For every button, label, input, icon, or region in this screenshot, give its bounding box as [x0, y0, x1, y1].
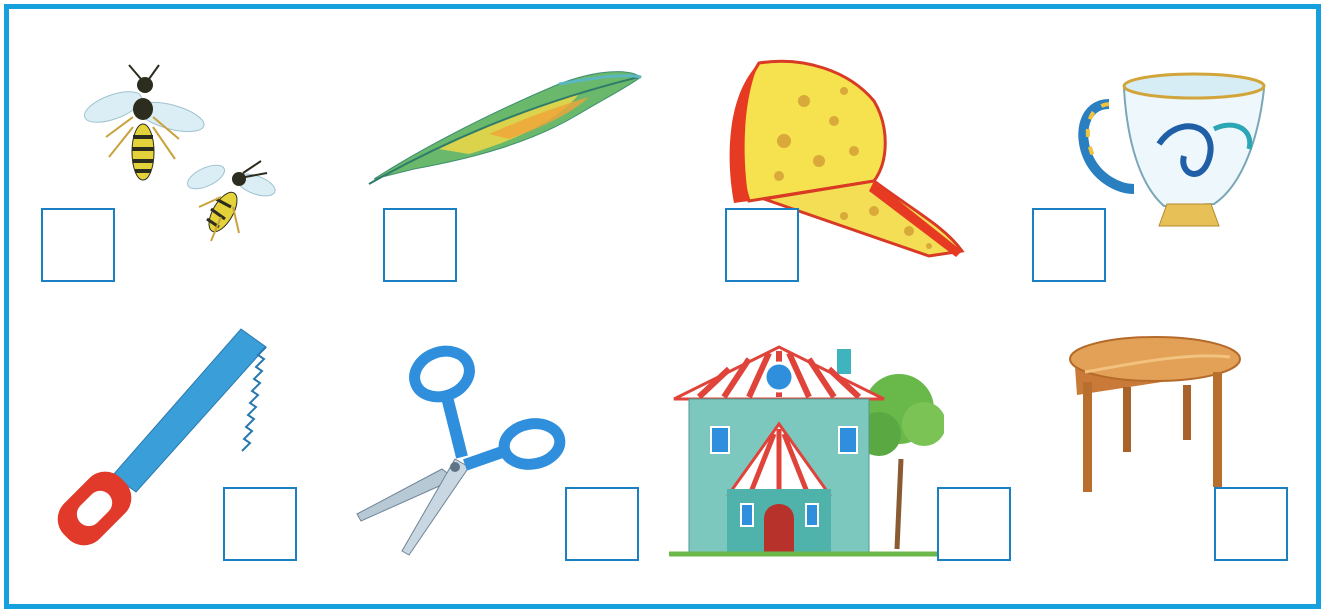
- house-icon: [669, 339, 944, 561]
- feather-icon: [359, 49, 649, 199]
- answer-box-house[interactable]: [937, 487, 1011, 561]
- answer-box-saw[interactable]: [223, 487, 297, 561]
- table-icon: [1065, 327, 1255, 497]
- scissors-icon: [347, 339, 587, 559]
- answer-box-scissors[interactable]: [565, 487, 639, 561]
- answer-box-cheese[interactable]: [725, 208, 799, 282]
- answer-box-wasps[interactable]: [41, 208, 115, 282]
- worksheet-frame: [4, 4, 1321, 609]
- answer-box-feather[interactable]: [383, 208, 457, 282]
- answer-box-teacup[interactable]: [1032, 208, 1106, 282]
- answer-box-table[interactable]: [1214, 487, 1288, 561]
